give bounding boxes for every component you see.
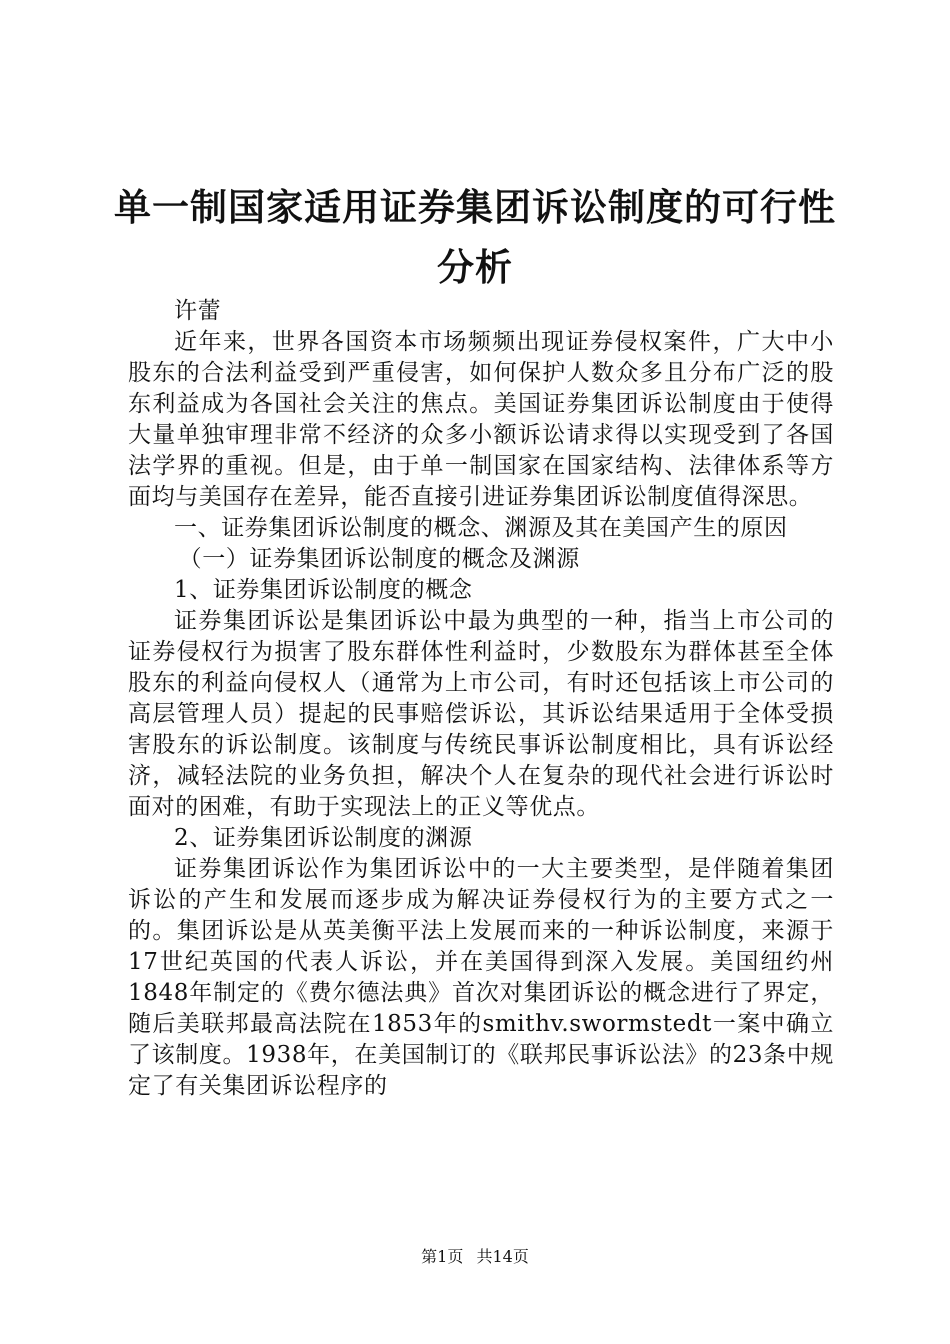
heading-section-1: 一、证券集团诉讼制度的概念、渊源及其在美国产生的原因: [174, 515, 788, 541]
heading-item-2: 2、证券集团诉讼制度的渊源: [174, 825, 473, 851]
document-body: [128, 296, 834, 1102]
author-name: 许蕾: [174, 298, 222, 324]
paragraph-origin: 证券集团诉讼作为集团诉讼中的一大主要类型，是伴随着集团诉讼的产生和发展而逐步成为解决证券侵权行为的主要方式之一的。集团诉讼是从英美衡平法上发展而来的一种诉讼制度，来源于17世纪英国的代表人诉讼，并在美国得到深入发展。美国纽约州1848年制定的《费尔德法典》首次对集团诉讼的概念进行了界定，随后美联邦最高法院在1853年的smithv.swormstedt一案中确立了该制度。1938年，在美国制订的《联邦民事诉讼法》的23条中规定了有关集团诉讼程序的: [128, 856, 834, 1099]
page-footer: [0, 1244, 950, 1267]
heading-subsection-1: （一）证券集团诉讼制度的概念及渊源: [178, 546, 580, 572]
heading-item-1: 1、证券集团诉讼制度的概念: [174, 577, 473, 603]
page-total: 共14页: [476, 1247, 529, 1266]
paragraph-intro: 近年来，世界各国资本市场频频出现证券侵权案件，广大中小股东的合法利益受到严重侵害，如何保护人数众多且分布广泛的股东利益成为各国社会关注的焦点。美国证券集团诉讼制度由于使得大量单独审理非常不经济的众多小额诉讼请求得以实现受到了各国法学界的重视。但是，由于单一制国家在国家结构、法律体系等方面均与美国存在差异，能否直接引进证券集团诉讼制度值得深思。: [128, 329, 834, 510]
document-title: 单一制国家适用证券集团诉讼制度的可行性分析: [114, 186, 836, 289]
paragraph-concept: 证券集团诉讼是集团诉讼中最为典型的一种，指当上市公司的证券侵权行为损害了股东群体性利益时，少数股东为群体甚至全体股东的利益向侵权人（通常为上市公司，有时还包括该上市公司的高层管理人员）提起的民事赔偿诉讼，其诉讼结果适用于全体受损害股东的诉讼制度。该制度与传统民事诉讼制度相比，具有诉讼经济，减轻法院的业务负担，解决个人在复杂的现代社会进行诉讼时面对的困难，有助于实现法上的正义等优点。: [128, 608, 834, 820]
page-number: 第1页: [421, 1247, 464, 1266]
